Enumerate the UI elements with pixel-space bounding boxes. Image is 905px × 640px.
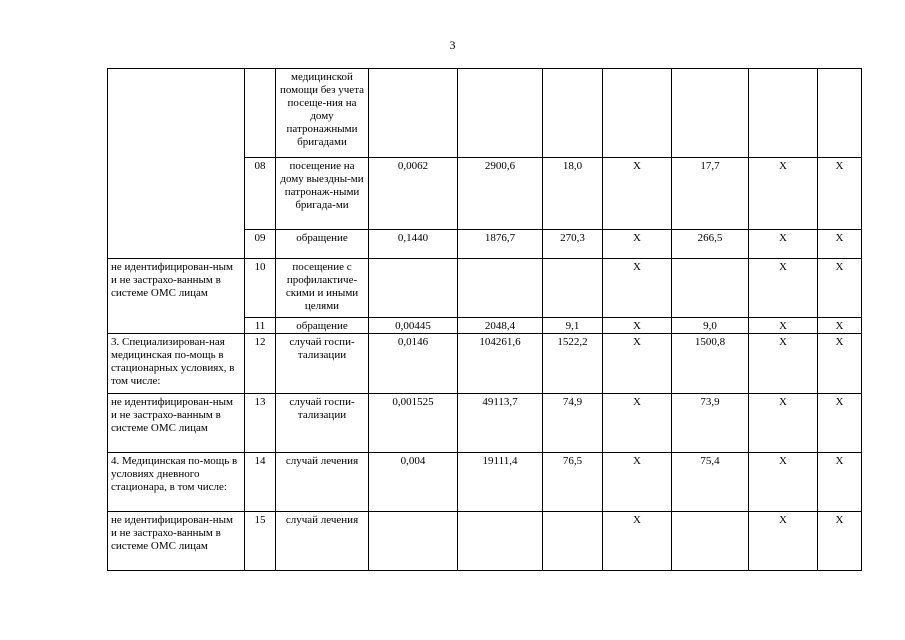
value-cell: Х: [603, 259, 672, 318]
value-cell: Х: [749, 259, 818, 318]
value-cell: 2048,4: [458, 318, 543, 334]
value-cell: [458, 69, 543, 158]
value-cell: 1522,2: [543, 334, 603, 394]
value-cell: 0,0062: [369, 158, 458, 230]
value-cell: Х: [818, 158, 862, 230]
value-cell: [543, 512, 603, 571]
row-name-cell: не идентифицирован-ным и не застрахо-ванным в системе ОМС лицам: [108, 259, 245, 334]
value-cell: 1500,8: [672, 334, 749, 394]
value-cell: Х: [818, 394, 862, 453]
value-cell: 2900,6: [458, 158, 543, 230]
value-cell: Х: [749, 334, 818, 394]
unit-cell: обращение: [276, 230, 369, 259]
value-cell: 17,7: [672, 158, 749, 230]
table-row: [108, 512, 862, 571]
page-number: 3: [449, 38, 456, 52]
value-cell: [458, 512, 543, 571]
value-cell: 9,0: [672, 318, 749, 334]
value-cell: Х: [749, 394, 818, 453]
unit-cell: случай лечения: [276, 453, 369, 512]
table-row: [108, 394, 862, 453]
value-cell: [672, 512, 749, 571]
row-name-cell: не идентифицирован-ным и не застрахо-ванным в системе ОМС лицам: [108, 394, 245, 453]
row-number-cell: 12: [245, 334, 276, 394]
value-cell: Х: [603, 230, 672, 259]
value-cell: [543, 69, 603, 158]
table-row: [108, 334, 862, 394]
row-name-cell: [108, 69, 245, 259]
value-cell: 18,0: [543, 158, 603, 230]
row-name-cell: 4. Медицинская по-мощь в условиях дневного стационара, в том числе:: [108, 453, 245, 512]
unit-cell: посещение на дому выездны-ми патронаж-ными бригада-ми: [276, 158, 369, 230]
value-cell: [369, 259, 458, 318]
value-cell: 49113,7: [458, 394, 543, 453]
value-cell: 73,9: [672, 394, 749, 453]
value-cell: 0,001525: [369, 394, 458, 453]
row-name-cell: 3. Специализирован-ная медицинская по-мощь в стационарных условиях, в том числе:: [108, 334, 245, 394]
value-cell: [543, 259, 603, 318]
value-cell: Х: [818, 318, 862, 334]
value-cell: [369, 69, 458, 158]
row-number-cell: 10: [245, 259, 276, 318]
value-cell: Х: [749, 512, 818, 571]
value-cell: 0,0146: [369, 334, 458, 394]
value-cell: Х: [818, 334, 862, 394]
value-cell: Х: [749, 318, 818, 334]
row-number-cell: 15: [245, 512, 276, 571]
row-number-cell: [245, 69, 276, 158]
unit-cell: обращение: [276, 318, 369, 334]
row-number-cell: 08: [245, 158, 276, 230]
row-name-cell: не идентифицирован-ным и не застрахо-ванным в системе ОМС лицам: [108, 512, 245, 571]
table-row: [108, 453, 862, 512]
value-cell: 74,9: [543, 394, 603, 453]
value-cell: [672, 69, 749, 158]
value-cell: 104261,6: [458, 334, 543, 394]
value-cell: Х: [818, 512, 862, 571]
data-table: [107, 68, 862, 571]
value-cell: Х: [818, 230, 862, 259]
value-cell: [458, 259, 543, 318]
row-number-cell: 14: [245, 453, 276, 512]
value-cell: [818, 69, 862, 158]
value-cell: [369, 512, 458, 571]
value-cell: Х: [749, 453, 818, 512]
value-cell: Х: [603, 158, 672, 230]
value-cell: [603, 69, 672, 158]
value-cell: Х: [603, 512, 672, 571]
table-row: [108, 259, 862, 318]
row-number-cell: 11: [245, 318, 276, 334]
value-cell: 1876,7: [458, 230, 543, 259]
value-cell: Х: [603, 318, 672, 334]
value-cell: Х: [818, 259, 862, 318]
value-cell: 0,00445: [369, 318, 458, 334]
value-cell: Х: [818, 453, 862, 512]
value-cell: 266,5: [672, 230, 749, 259]
value-cell: Х: [749, 158, 818, 230]
value-cell: Х: [603, 394, 672, 453]
value-cell: Х: [603, 334, 672, 394]
unit-cell: случай госпи-тализации: [276, 394, 369, 453]
unit-cell: посещение с профилактиче-скими и иными целями: [276, 259, 369, 318]
unit-cell: медицинской помощи без учета посеще-ния на дому патронажными бригадами: [276, 69, 369, 158]
value-cell: [749, 69, 818, 158]
unit-cell: случай госпи-тализации: [276, 334, 369, 394]
value-cell: 9,1: [543, 318, 603, 334]
value-cell: 19111,4: [458, 453, 543, 512]
unit-cell: случай лечения: [276, 512, 369, 571]
value-cell: 75,4: [672, 453, 749, 512]
value-cell: [672, 259, 749, 318]
value-cell: Х: [749, 230, 818, 259]
row-number-cell: 13: [245, 394, 276, 453]
value-cell: 0,1440: [369, 230, 458, 259]
value-cell: 0,004: [369, 453, 458, 512]
value-cell: 76,5: [543, 453, 603, 512]
value-cell: 270,3: [543, 230, 603, 259]
table-row: [108, 69, 862, 158]
row-number-cell: 09: [245, 230, 276, 259]
value-cell: Х: [603, 453, 672, 512]
